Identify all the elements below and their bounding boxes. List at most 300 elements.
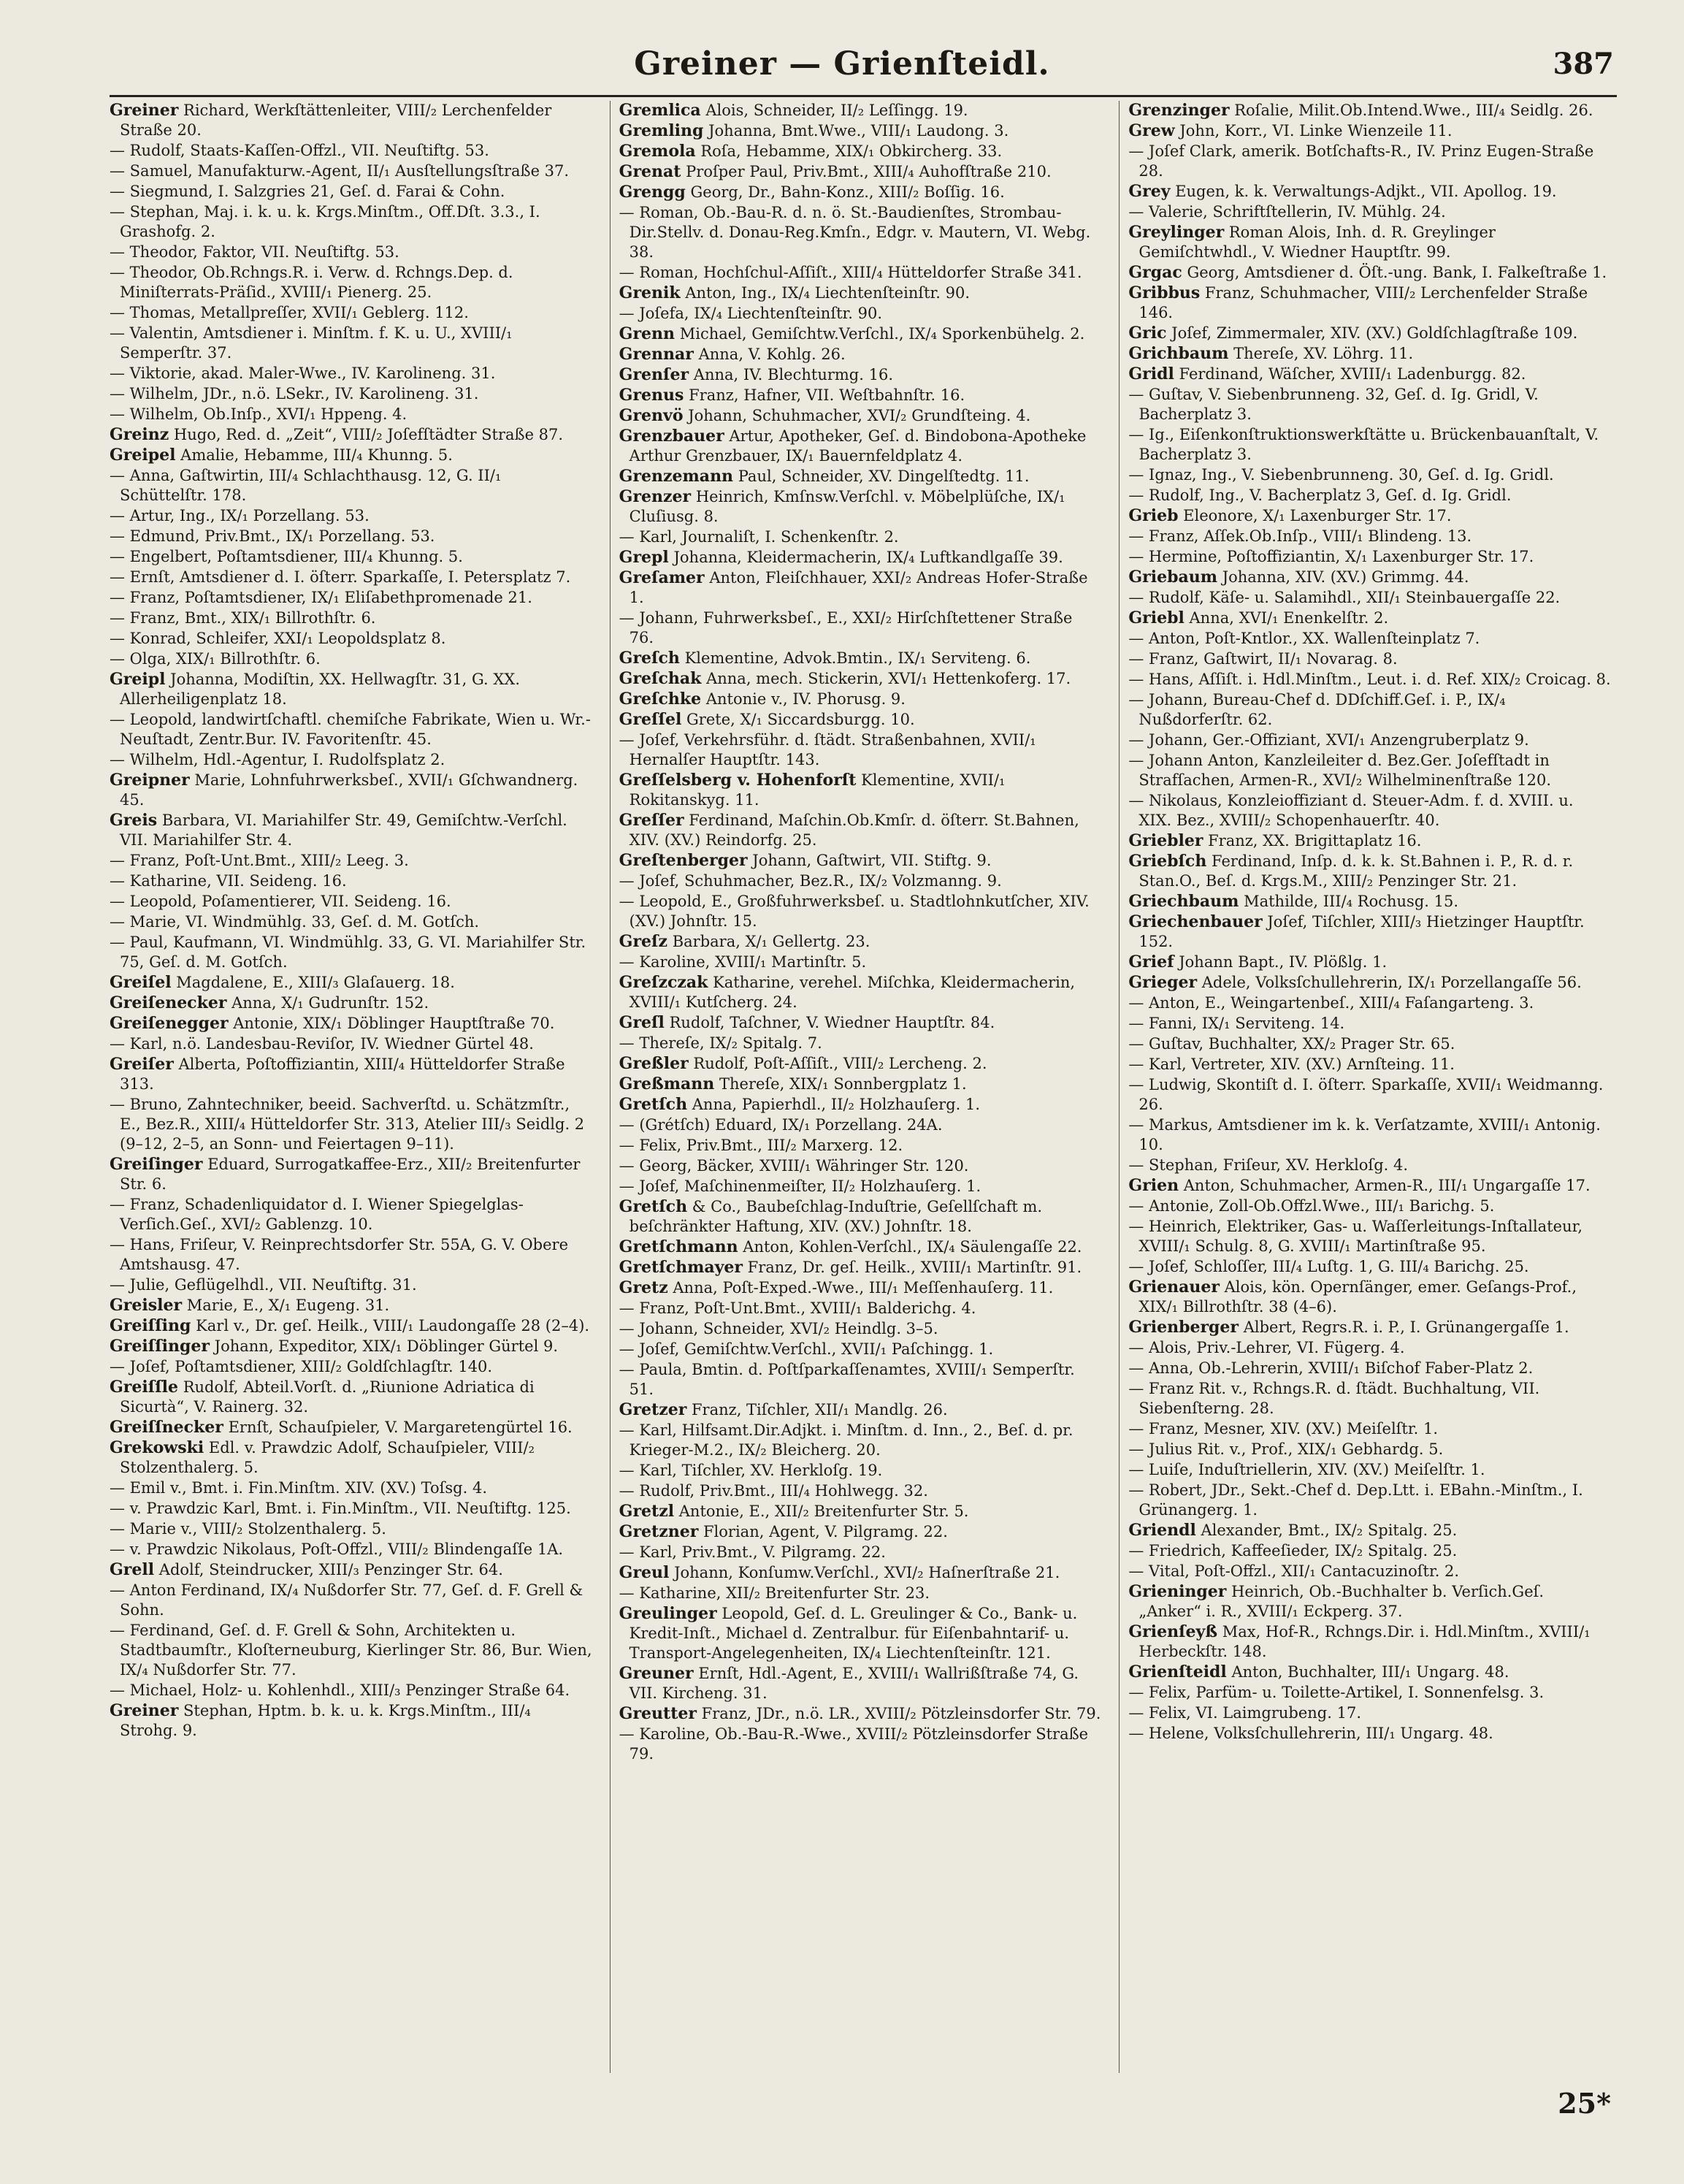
entry-details: — Vital, Poſt-Offzl., XII/₁ Cantacuzinoſtr. 2. xyxy=(1128,1562,1460,1580)
directory-entry xyxy=(619,1054,1102,1074)
entry-details: — Rudolf, Ing., V. Bacherplatz 3, Geſ. d. Ig. Gridl. xyxy=(1128,486,1512,504)
entry-surname: Greſzczak xyxy=(619,973,708,992)
directory-entry xyxy=(110,1316,592,1336)
entry-surname: Gretſchmann xyxy=(619,1237,738,1256)
entry-surname: Greiſſing xyxy=(110,1316,191,1335)
directory-entry xyxy=(1128,1724,1611,1744)
entry-details: Anna, XVI/₁ Enenkelſtr. 2. xyxy=(1189,609,1389,627)
directory-entry xyxy=(110,182,592,202)
entry-details: Eleonore, X/₁ Laxenburger Str. 17. xyxy=(1183,507,1452,524)
entry-surname: Griendl xyxy=(1128,1521,1196,1540)
directory-entry xyxy=(1128,1460,1611,1480)
directory-entry xyxy=(1128,568,1611,587)
directory-entry xyxy=(619,811,1102,850)
directory-entry xyxy=(619,1340,1102,1359)
entry-details: Anna, Poſt-Exped.-Wwe., III/₁ Meſſenhauſerg. 11. xyxy=(673,1279,1054,1297)
entry-details: — Franz, Schadenliquidator d. I. Wiener Spiegelglas-Verſich.Geſ., XVI/₂ Gablenzg. 10. xyxy=(110,1196,524,1233)
entry-details: Adolf, Steindrucker, XIII/₃ Penzinger Str. 64. xyxy=(158,1561,503,1578)
directory-entry xyxy=(110,1034,592,1054)
entry-details: Johanna, XIV. (XV.) Grimmg. 44. xyxy=(1222,568,1469,586)
directory-entry xyxy=(1128,1379,1611,1419)
entry-details: Roſa, Hebamme, XIX/₁ Obkircherg. 33. xyxy=(700,142,1003,160)
entry-details: — Edmund, Priv.Bmt., IX/₁ Porzellang. 53. xyxy=(110,527,435,545)
entry-surname: Grienſteidl xyxy=(1128,1662,1227,1681)
entry-details: — Guſtav, V. Siebenbrunneng. 32, Geſ. d. Ig. Gridl, V. Bacherplatz 3. xyxy=(1128,386,1539,423)
entry-details: Karl v., Dr. geſ. Heilk., VIII/₁ Laudongaſſe 28 (2–4). xyxy=(196,1317,590,1335)
entry-details: — Franz Rit. v., Rchngs.R. d. ſtädt. Buchhaltung, VII. Siebenſterng. 28. xyxy=(1128,1380,1540,1417)
entry-details: — Rudolf, Käſe- u. Salamihdl., XII/₁ Steinbauergaſſe 22. xyxy=(1128,589,1561,606)
entry-surname: Grey xyxy=(1128,182,1171,201)
entry-details: — Wilhelm, Hdl.-Agentur, I. Rudolfsplatz 2. xyxy=(110,751,445,768)
directory-entry xyxy=(1128,263,1611,283)
entry-surname: Griebſch xyxy=(1128,852,1207,871)
directory-entry xyxy=(1128,121,1611,141)
directory-entry xyxy=(1128,751,1611,790)
entry-details: — Hans, Friſeur, V. Reinprechtsdorfer Str. 55A, G. V. Obere Amtshausg. 47. xyxy=(110,1236,568,1273)
entry-details: — Karl, n.ö. Landesbau-Reviſor, IV. Wiedner Gürtel 48. xyxy=(110,1035,534,1053)
entry-details: — Felix, Parfüm- u. Toilette-Artikel, I. Sonnenfelsg. 3. xyxy=(1128,1684,1545,1701)
directory-entry xyxy=(110,973,592,993)
entry-details: Alexander, Bmt., IX/₂ Spitalg. 25. xyxy=(1201,1521,1458,1539)
entry-details: Roſalie, Milit.Ob.Intend.Wwe., III/₄ Seidlg. 26. xyxy=(1234,102,1593,119)
entry-surname: Grepl xyxy=(619,548,669,567)
entry-details: — Helene, Volksſchullehrerin, III/₁ Ungarg. 48. xyxy=(1128,1725,1493,1742)
directory-entry xyxy=(110,324,592,363)
directory-entry xyxy=(619,1034,1102,1053)
directory-entry xyxy=(110,547,592,567)
directory-entry xyxy=(110,101,592,140)
directory-entry xyxy=(1128,1014,1611,1034)
entry-details: Albert, Regrs.R. i. P., I. Grünangergaſſe 1. xyxy=(1243,1318,1569,1336)
entry-details: — Stephan, Maj. i. k. u. k. Krgs.Minſtm., Off.Dſt. 3.3., I. Grashofg. 2. xyxy=(110,203,540,240)
directory-entry xyxy=(110,892,592,912)
entry-details: Antonie, E., XII/₂ Breitenfurter Str. 5. xyxy=(678,1503,969,1520)
entry-details: Magdalene, E., XIII/₃ Glaſauerg. 18. xyxy=(176,974,455,991)
entry-details: — Robert, JDr., Sekt.-Chef d. Dep.Ltt. i. EBahn.-Minſtm., I. Grünangerg. 1. xyxy=(1128,1481,1583,1519)
directory-entry xyxy=(110,1296,592,1316)
entry-surname: Grenzbauer xyxy=(619,427,724,446)
entry-details: — Konrad, Schleifer, XXI/₁ Leopoldsplatz 8. xyxy=(110,630,446,647)
entry-surname: Grienberger xyxy=(1128,1318,1239,1337)
directory-entry xyxy=(1128,324,1611,343)
entry-details: — Roman, Hochſchul-Aſſiſt., XIII/₄ Hütteldorfer Straße 341. xyxy=(619,264,1082,281)
directory-entry xyxy=(110,1540,592,1559)
directory-entry xyxy=(110,263,592,302)
directory-entry xyxy=(110,425,592,445)
entry-surname: Grieb xyxy=(1128,506,1179,525)
entry-details: Edl. v. Prawdzic Adolf, Schauſpieler, VIII/₂ Stolzenthalerg. 5. xyxy=(120,1439,535,1476)
entry-details: Florian, Agent, V. Pilgramg. 22. xyxy=(703,1523,948,1540)
entry-details: Johann Bapt., IV. Plößlg. 1. xyxy=(1179,953,1388,971)
directory-entry xyxy=(110,629,592,649)
entry-details: — Nikolaus, Konzleioffiziant d. Steuer-Adm. f. d. XVIII. u. XIX. Bez., XVIII/₂ Schopenhauerſtr. 40. xyxy=(1128,792,1574,829)
entry-surname: Grieninger xyxy=(1128,1582,1227,1601)
entry-details: Amalie, Hebamme, III/₄ Khunng. 5. xyxy=(180,446,453,464)
entry-surname: Griebl xyxy=(1128,608,1184,627)
directory-entry xyxy=(1128,1521,1611,1540)
directory-entry xyxy=(619,771,1102,810)
entry-surname: Greinz xyxy=(110,425,169,444)
entry-details: Alberta, Poſtoffiziantin, XIII/₄ Hütteldorfer Straße 313. xyxy=(120,1055,565,1093)
entry-surname: Gribbus xyxy=(1128,283,1201,302)
entry-details: — Franz, Poſt-Unt.Bmt., XIII/₂ Leeg. 3. xyxy=(110,852,409,869)
entry-surname: Greiſſle xyxy=(110,1378,179,1397)
directory-entry xyxy=(110,1499,592,1519)
directory-entry xyxy=(1128,1034,1611,1054)
page-title: Greiner — Grienſteidl. xyxy=(634,45,1050,83)
entry-surname: Grenvö xyxy=(619,406,684,425)
entry-details: — Hermine, Poſtoffiziantin, X/₁ Laxenburger Str. 17. xyxy=(1128,548,1534,565)
directory-entry xyxy=(619,1156,1102,1176)
entry-surname: Gric xyxy=(1128,324,1167,343)
directory-entry xyxy=(1128,1622,1611,1662)
directory-entry xyxy=(110,1378,592,1417)
directory-entry xyxy=(619,386,1102,405)
entry-surname: Greiſenecker xyxy=(110,993,227,1012)
entry-surname: Greiſenegger xyxy=(110,1014,229,1033)
entry-details: — Katharine, XII/₂ Breitenfurter Str. 23. xyxy=(619,1584,930,1602)
entry-details: — Marie, VI. Windmühlg. 33, Geſ. d. M. Gotſch. xyxy=(110,913,480,931)
entry-details: — Ernſt, Amtsdiener d. I. öſterr. Sparkaſſe, I. Petersplatz 7. xyxy=(110,568,571,586)
directory-entry xyxy=(619,183,1102,202)
entry-details: Anton, Schuhmacher, Armen-R., III/₁ Ungargaſſe 17. xyxy=(1183,1177,1591,1194)
directory-entry xyxy=(619,973,1102,1012)
entry-details: — Wilhelm, Ob.Inſp., XVI/₁ Hppeng. 4. xyxy=(110,405,407,423)
entry-details: — Bruno, Zahntechniker, beeid. Sachverſtd. u. Schätzmſtr., E., Bez.R., XIII/₄ Hütteldorfer Str. 313, Atelier III/₃ Seidlg. 2 (9–12, 2–5, an Sonn- und Feiertagen 9–11). xyxy=(110,1096,585,1153)
entry-surname: Gretſch xyxy=(619,1197,688,1216)
column-2 xyxy=(610,101,1108,2073)
directory-entry xyxy=(110,1155,592,1194)
entry-details: — Leopold, Poſamentierer, VII. Seideng. 16. xyxy=(110,893,451,910)
entry-details: — Paula, Bmtin. d. Poſtſparkaſſenamtes, XVIII/₁ Semperſtr. 51. xyxy=(619,1361,1075,1398)
entry-details: — Fanni, IX/₁ Serviteng. 14. xyxy=(1128,1015,1345,1032)
directory-entry xyxy=(1128,182,1611,202)
column-3 xyxy=(1119,101,1617,2073)
entry-surname: Greylinger xyxy=(1128,223,1225,242)
entry-details: Anton, Kohlen-Verſchl., IX/₄ Säulengaſſe 22. xyxy=(743,1238,1082,1256)
directory-entry xyxy=(110,1095,592,1154)
directory-entry xyxy=(1128,283,1611,323)
entry-details: — Karl, Vertreter, XIV. (XV.) Arnſteing. 11. xyxy=(1128,1055,1455,1073)
directory-entry xyxy=(110,1560,592,1580)
directory-entry xyxy=(1128,1440,1611,1459)
directory-entry xyxy=(619,649,1102,668)
directory-entry xyxy=(1128,952,1611,972)
directory-entry xyxy=(619,1177,1102,1196)
directory-entry xyxy=(1128,1278,1611,1317)
entry-details: Richard, Werkſtättenleiter, VIII/₂ Lerchenfelder Straße 20. xyxy=(120,102,552,139)
entry-details: Max, Hof-R., Rchngs.Dir. i. Hdl.Minſtm., XVIII/₁ Herbeckſtr. 148. xyxy=(1138,1623,1591,1660)
directory-entry xyxy=(110,649,592,669)
entry-details: — Karoline, XVIII/₁ Martinſtr. 5. xyxy=(619,953,867,971)
directory-entry xyxy=(1128,1703,1611,1723)
page-number: 387 xyxy=(1553,47,1614,81)
entry-details: — Stephan, Friſeur, XV. Herkloſg. 4. xyxy=(1128,1156,1409,1174)
directory-entry xyxy=(619,568,1102,608)
entry-details: Antonie v., IV. Phorusg. 9. xyxy=(705,690,906,708)
entry-details: — Paul, Kaufmann, VI. Windmühlg. 33, G. VI. Mariahilfer Str. 75, Geſ. d. M. Gotſch. xyxy=(110,933,586,971)
entry-details: Alois, kön. Opernſänger, emer. Geſangs-Prof., XIX/₁ Billrothſtr. 38 (4–6). xyxy=(1138,1278,1577,1316)
entry-details: — Valentin, Amtsdiener i. Minſtm. f. K. u. U., XVIII/₁ Semperſtr. 37. xyxy=(110,324,513,362)
entry-details: Franz, XX. Brigittaplatz 16. xyxy=(1208,832,1422,849)
entry-details: Joſef, Zimmermaler, XIV. (XV.) Goldſchlagſtraße 109. xyxy=(1171,324,1578,342)
entry-details: Mathilde, III/₄ Rochusg. 15. xyxy=(1244,893,1459,910)
entry-surname: Greſſelsberg v. Hohenforſt xyxy=(619,771,857,790)
directory-entry xyxy=(619,527,1102,547)
directory-entry xyxy=(619,1013,1102,1033)
entry-details: Franz, Hafner, VII. Weſtbahnſtr. 16. xyxy=(689,386,965,404)
entry-surname: Greſl xyxy=(619,1013,665,1032)
entry-details: — Alois, Priv.-Lehrer, VI. Fügerg. 4. xyxy=(1128,1339,1405,1356)
directory-entry xyxy=(1128,1541,1611,1561)
directory-entry xyxy=(1128,1481,1611,1520)
entry-details: — Felix, VI. Laimgrubeng. 17. xyxy=(1128,1704,1361,1722)
directory-entry xyxy=(619,1319,1102,1339)
entry-details: — Julius Rit. v., Prof., XIX/₁ Gebhardg. 5. xyxy=(1128,1440,1444,1458)
entry-surname: Gretzner xyxy=(619,1522,699,1541)
entry-details: Ferdinand, Maſchin.Ob.Kmſr. d. öſterr. St.Bahnen, XIV. (XV.) Reindorfg. 25. xyxy=(629,812,1079,849)
directory-entry xyxy=(619,1704,1102,1724)
directory-columns xyxy=(110,101,1617,2073)
entry-details: — Joſef, Verkehrsführ. d. ſtädt. Straßenbahnen, XVII/₁ Hernalſer Hauptſtr. 143. xyxy=(619,731,1036,768)
directory-entry xyxy=(1128,1338,1611,1358)
entry-details: — Engelbert, Poſtamtsdiener, III/₄ Khunng. 5. xyxy=(110,548,463,565)
entry-surname: Grenik xyxy=(619,283,681,302)
directory-entry xyxy=(619,1136,1102,1156)
directory-entry xyxy=(110,933,592,972)
directory-entry xyxy=(619,1115,1102,1135)
entry-details: Thereſe, XV. Löhrg. 11. xyxy=(1233,345,1414,362)
directory-entry xyxy=(1128,993,1611,1013)
directory-entry xyxy=(1128,608,1611,628)
directory-entry xyxy=(110,851,592,871)
directory-entry xyxy=(619,345,1102,364)
directory-entry xyxy=(1128,1419,1611,1439)
directory-entry xyxy=(619,1664,1102,1703)
directory-entry xyxy=(110,364,592,383)
entry-details: Proſper Paul, Priv.Bmt., XIII/₄ Auhofſtraße 210. xyxy=(686,163,1052,180)
entry-details: Klementine, Advok.Bmtin., IX/₁ Serviteng. 6. xyxy=(684,649,1031,667)
entry-details: — Karl, Hilfsamt.Dir.Adjkt. i. Minſtm. d. Inn., 2., Beſ. d. pr. Krieger-M.2., IX/₂ Bleicherg. 20. xyxy=(619,1421,1073,1459)
entry-details: Rudolf, Taſchner, V. Wiedner Hauptſtr. 84. xyxy=(669,1014,995,1031)
entry-surname: Greiſſnecker xyxy=(110,1418,223,1437)
entry-details: — Joſef Clark, amerik. Botſchafts-R., IV. Prinz Eugen-Straße 28. xyxy=(1128,142,1594,180)
entry-details: Johanna, Kleidermacherin, IX/₄ Luftkandlgaſſe 39. xyxy=(673,549,1063,566)
entry-surname: Greiſel xyxy=(110,973,172,992)
entry-details: Johanna, Modiſtin, XX. Hellwagſtr. 31, G. XX. Allerheiligenplatz 18. xyxy=(120,671,520,708)
directory-entry xyxy=(1128,892,1611,912)
directory-entry xyxy=(110,588,592,608)
entry-details: Stephan, Hptm. b. k. u. k. Krgs.Minſtm., III/₄ Strohg. 9. xyxy=(120,1702,531,1739)
entry-details: — v. Prawdzic Nikolaus, Poſt-Offzl., VIII/₂ Blindengaſſe 1A. xyxy=(110,1540,564,1558)
directory-entry xyxy=(1128,730,1611,750)
directory-entry xyxy=(1128,1217,1611,1256)
directory-entry xyxy=(619,608,1102,648)
entry-details: Johanna, Bmt.Wwe., VIII/₁ Laudong. 3. xyxy=(708,122,1009,140)
entry-details: Joſef, Tiſchler, XIII/₃ Hietzinger Hauptſtr. 152. xyxy=(1138,913,1585,950)
directory-entry xyxy=(1128,852,1611,891)
directory-entry xyxy=(110,1438,592,1478)
directory-entry xyxy=(619,121,1102,141)
entry-details: Alois, Schneider, II/₂ Leſſingg. 19. xyxy=(705,102,968,119)
entry-details: — Markus, Amtsdiener im k. k. Verſatzamte, XVIII/₁ Antonig. 10. xyxy=(1128,1116,1601,1153)
directory-entry xyxy=(619,690,1102,709)
entry-surname: Greſz xyxy=(619,932,668,951)
entry-details: — Julie, Geflügelhdl., VII. Neuſtiftg. 31. xyxy=(110,1276,417,1294)
directory-entry xyxy=(1128,344,1611,364)
entry-details: — Karl, Tiſchler, XV. Herkloſg. 19. xyxy=(619,1462,883,1479)
directory-entry xyxy=(1128,1075,1611,1115)
entry-details: Johann, Schuhmacher, XVI/₂ Grundſteing. 4. xyxy=(688,407,1031,424)
directory-entry xyxy=(110,1681,592,1700)
directory-entry xyxy=(110,1418,592,1437)
directory-entry xyxy=(110,1621,592,1680)
entry-details: Ernſt, Hdl.-Agent, E., XVIII/₁ Wallrißſtraße 74, G. VII. Kircheng. 31. xyxy=(629,1665,1079,1702)
directory-entry xyxy=(619,324,1102,344)
entry-details: Paul, Schneider, XV. Dingelſtedtg. 11. xyxy=(738,467,1030,485)
directory-entry xyxy=(110,1275,592,1295)
directory-entry xyxy=(110,1195,592,1234)
directory-entry xyxy=(1128,1176,1611,1196)
entry-details: — v. Prawdzic Karl, Bmt. i. Fin.Minſtm., VII. Neuſtiftg. 125. xyxy=(110,1500,571,1517)
entry-details: — Johann Anton, Kanzleileiter d. Bez.Ger. Joſefſtadt in Strafſachen, Armen-R., XVI/₂ Wilhelminenſtraße 120. xyxy=(1128,752,1552,789)
entry-surname: Gretſchmayer xyxy=(619,1258,743,1277)
entry-details: — Karl, Priv.Bmt., V. Pilgramg. 22. xyxy=(619,1543,886,1561)
entry-details: — Hans, Aſſiſt. i. Hdl.Minſtm., Leut. i. d. Ref. XIX/₂ Croicag. 8. xyxy=(1128,671,1611,688)
directory-entry xyxy=(619,283,1102,303)
directory-entry xyxy=(619,101,1102,121)
entry-details: — Ignaz, Ing., V. Siebenbrunneng. 30, Geſ. d. Ig. Gridl. xyxy=(1128,466,1554,484)
directory-entry xyxy=(619,406,1102,426)
entry-details: Roman Alois, Inh. d. R. Greylinger Gemiſchtwhdl., V. Wiedner Hauptſtr. 99. xyxy=(1138,224,1496,261)
directory-entry xyxy=(619,730,1102,770)
directory-entry xyxy=(1128,1257,1611,1277)
directory-entry xyxy=(619,1421,1102,1460)
directory-entry xyxy=(1128,973,1611,993)
directory-entry xyxy=(1128,486,1611,505)
directory-entry xyxy=(1128,649,1611,669)
entry-surname: Gremola xyxy=(619,142,696,161)
entry-surname: Griechbaum xyxy=(1128,892,1239,911)
entry-surname: Greßmann xyxy=(619,1074,715,1093)
directory-entry xyxy=(110,1701,592,1741)
entry-details: Thereſe, XIX/₁ Sonnbergplatz 1. xyxy=(719,1075,967,1093)
entry-details: Grete, X/₁ Siccardsburgg. 10. xyxy=(686,711,915,728)
entry-surname: Griebaum xyxy=(1128,568,1217,587)
entry-details: Michael, Gemiſchtw.Verſchl., IX/₄ Sporkenbühelg. 2. xyxy=(679,325,1085,343)
directory-entry xyxy=(619,548,1102,568)
directory-entry xyxy=(619,427,1102,466)
entry-surname: Greiner xyxy=(110,1701,179,1720)
entry-surname: Greipl xyxy=(110,670,166,689)
entry-details: — Luiſe, Induſtriellerin, XIV. (XV.) Meiſelſtr. 1. xyxy=(1128,1461,1485,1478)
directory-entry xyxy=(110,1235,592,1275)
directory-entry xyxy=(619,1543,1102,1562)
directory-entry xyxy=(619,203,1102,262)
entry-details: Franz, Schuhmacher, VIII/₂ Lerchenfelder Straße 146. xyxy=(1138,284,1588,321)
directory-entry xyxy=(110,710,592,749)
entry-details: Heinrich, Kmſnsw.Verſchl. v. Möbelplüſche, IX/₁ Cluſiusg. 8. xyxy=(629,488,1065,525)
directory-entry xyxy=(110,1055,592,1094)
directory-entry xyxy=(1128,1156,1611,1175)
entry-details: — Theodor, Faktor, VII. Neuſtiftg. 53. xyxy=(110,243,399,261)
entry-surname: Griechenbauer xyxy=(1128,912,1263,931)
directory-entry xyxy=(619,1461,1102,1481)
entry-details: & Co., Baubeſchlag-Induſtrie, Geſellſchaft m. beſchränkter Haftung, XIV. (XV.) Johnſtr. 18. xyxy=(629,1198,1043,1235)
entry-details: Franz, Dr. geſ. Heilk., XVIII/₁ Martinſtr. 91. xyxy=(747,1259,1082,1276)
directory-entry xyxy=(619,1360,1102,1400)
directory-entry xyxy=(1128,1562,1611,1581)
directory-entry xyxy=(110,527,592,546)
directory-entry xyxy=(1128,588,1611,608)
directory-entry xyxy=(110,568,592,587)
entry-surname: Gretz xyxy=(619,1278,668,1297)
entry-surname: Gremlica xyxy=(619,101,701,120)
entry-surname: Grien xyxy=(1128,1176,1179,1195)
directory-entry xyxy=(110,1337,592,1356)
directory-entry xyxy=(110,871,592,891)
directory-entry xyxy=(619,932,1102,952)
directory-entry xyxy=(1128,364,1611,384)
entry-details: Anton, Fleiſchhauer, XXI/₂ Andreas Hofer-Straße 1. xyxy=(629,569,1088,606)
entry-surname: Gretſch xyxy=(619,1095,688,1114)
directory-entry xyxy=(110,608,592,628)
entry-surname: Grenus xyxy=(619,386,684,405)
directory-entry xyxy=(1128,142,1611,181)
directory-entry xyxy=(619,1725,1102,1764)
directory-entry xyxy=(110,1519,592,1539)
directory-entry xyxy=(110,750,592,770)
directory-entry xyxy=(1128,425,1611,465)
entry-details: — Felix, Priv.Bmt., III/₂ Marxerg. 12. xyxy=(619,1137,903,1154)
entry-details: — Michael, Holz- u. Kohlenhdl., XIII/₃ Penzinger Straße 64. xyxy=(110,1681,570,1699)
entry-details: — Roman, Ob.-Bau-R. d. n. ö. St.-Baudienſtes, Strombau-Dir.Stellv. d. Donau-Reg.Kmſn., Edgr. v. Mautern, VI. Webg. 38. xyxy=(619,204,1091,261)
entry-details: — Anton, E., Weingartenbeſ., XIII/₄ Faſangarteng. 3. xyxy=(1128,994,1534,1012)
directory-entry xyxy=(1128,202,1611,222)
entry-details: Eugen, k. k. Verwaltungs-Adjkt., VII. Apollog. 19. xyxy=(1175,183,1557,200)
entry-details: Adele, Volksſchullehrerin, IX/₁ Porzellangaſſe 56. xyxy=(1201,974,1582,991)
entry-details: Johann, Expeditor, XIX/₁ Döblinger Gürtel 9. xyxy=(214,1337,559,1355)
entry-details: Johann, Konſumw.Verſchl., XVI/₂ Haſnerſtraße 21. xyxy=(674,1564,1060,1581)
entry-details: — Anna, Ob.-Lehrerin, XVIII/₁ Biſchof Faber-Platz 2. xyxy=(1128,1359,1534,1377)
entry-details: — Wilhelm, JDr., n.ö. LSekr., IV. Karolineng. 31. xyxy=(110,385,479,402)
directory-entry xyxy=(110,1478,592,1498)
directory-entry xyxy=(110,993,592,1013)
directory-entry xyxy=(1128,1318,1611,1337)
directory-entry xyxy=(110,202,592,242)
entry-details: Ferdinand, Wäſcher, XVIII/₁ Ladenburgg. 82. xyxy=(1179,365,1526,383)
entry-details: Franz, JDr., n.ö. LR., XVIII/₂ Pötzleinsdorfer Str. 79. xyxy=(701,1705,1101,1722)
entry-details: — Karoline, Ob.-Bau-R.-Wwe., XVIII/₂ Pötzleinsdorfer Straße 79. xyxy=(619,1725,1089,1763)
directory-entry xyxy=(619,1584,1102,1603)
directory-entry xyxy=(619,1481,1102,1501)
entry-details: Marie, E., X/₁ Eugeng. 31. xyxy=(186,1297,390,1314)
entry-details: — Karl, Journaliſt, I. Schenkenſtr. 2. xyxy=(619,528,899,546)
entry-details: Rudolf, Poſt-Aſſiſt., VIII/₂ Lercheng. 2. xyxy=(693,1055,987,1072)
entry-details: — Valerie, Schriftſtellerin, IV. Mühlg. 24. xyxy=(1128,203,1446,221)
directory-entry xyxy=(619,892,1102,931)
entry-surname: Grieger xyxy=(1128,973,1198,992)
entry-details: — Johann, Schneider, XVI/₂ Heindlg. 3–5. xyxy=(619,1320,938,1337)
directory-entry xyxy=(619,263,1102,283)
entry-details: Artur, Apotheker, Geſ. d. Bindobona-Apotheke Arthur Grenzbauer, IX/₁ Bauernfeldplatz 4. xyxy=(629,427,1087,465)
directory-entry xyxy=(619,669,1102,689)
entry-details: — Johann, Fuhrwerksbeſ., E., XXI/₂ Hirſchſtettener Straße 76. xyxy=(619,609,1073,646)
entry-details: Eduard, Surrogatkaffee-Erz., XII/₂ Breitenfurter Str. 6. xyxy=(120,1156,581,1193)
entry-details: — Artur, Ing., IX/₁ Porzellang. 53. xyxy=(110,507,370,524)
directory-entry xyxy=(110,384,592,404)
directory-entry xyxy=(1128,527,1611,546)
